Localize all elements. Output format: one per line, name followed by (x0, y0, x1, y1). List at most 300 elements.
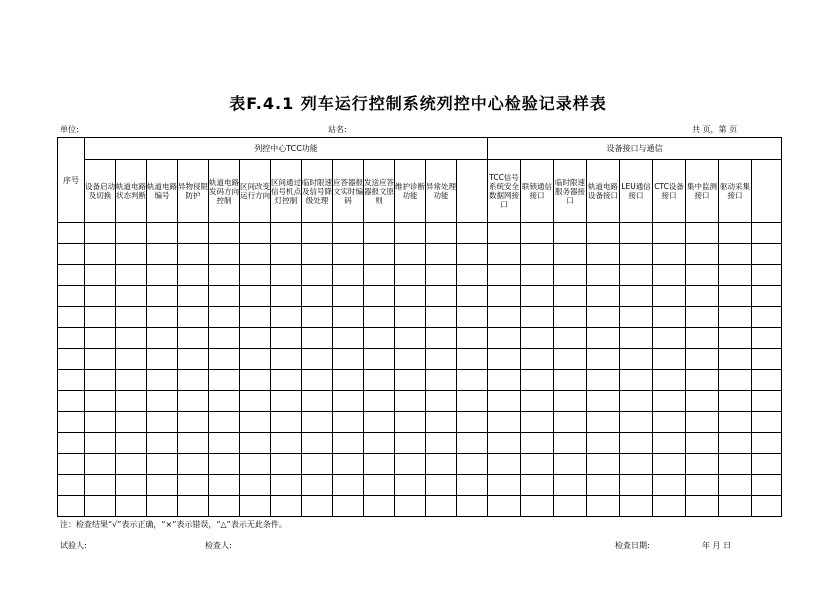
result-cell[interactable] (240, 223, 271, 244)
result-cell[interactable] (333, 433, 364, 454)
result-cell[interactable] (521, 370, 554, 391)
result-cell[interactable] (395, 286, 426, 307)
result-cell[interactable] (85, 244, 116, 265)
result-cell[interactable] (240, 328, 271, 349)
result-cell[interactable] (554, 265, 587, 286)
result-cell[interactable] (620, 454, 653, 475)
result-cell[interactable] (587, 349, 620, 370)
result-cell[interactable] (364, 391, 395, 412)
result-cell[interactable] (364, 412, 395, 433)
seq-cell[interactable] (58, 433, 85, 454)
result-cell[interactable] (426, 412, 457, 433)
result-cell[interactable] (521, 286, 554, 307)
result-cell[interactable] (719, 412, 752, 433)
result-cell[interactable] (333, 370, 364, 391)
seq-cell[interactable] (58, 223, 85, 244)
result-cell[interactable] (147, 349, 178, 370)
result-cell[interactable] (85, 328, 116, 349)
result-cell[interactable] (302, 433, 333, 454)
result-cell[interactable] (554, 223, 587, 244)
result-cell[interactable] (653, 265, 686, 286)
result-cell[interactable] (686, 475, 719, 496)
result-cell[interactable] (457, 412, 488, 433)
result-cell[interactable] (686, 349, 719, 370)
result-cell[interactable] (653, 370, 686, 391)
seq-cell[interactable] (58, 265, 85, 286)
result-cell[interactable] (521, 433, 554, 454)
seq-cell[interactable] (58, 496, 85, 517)
result-cell[interactable] (620, 286, 653, 307)
result-cell[interactable] (587, 433, 620, 454)
result-cell[interactable] (554, 328, 587, 349)
result-cell[interactable] (719, 349, 752, 370)
result-cell[interactable] (587, 496, 620, 517)
result-cell[interactable] (116, 391, 147, 412)
result-cell[interactable] (364, 349, 395, 370)
result-cell[interactable] (521, 349, 554, 370)
result-cell[interactable] (719, 223, 752, 244)
result-cell[interactable] (209, 223, 240, 244)
result-cell[interactable] (147, 412, 178, 433)
result-cell[interactable] (457, 349, 488, 370)
result-cell[interactable] (426, 265, 457, 286)
result-cell[interactable] (116, 370, 147, 391)
result-cell[interactable] (686, 433, 719, 454)
result-cell[interactable] (752, 328, 782, 349)
result-cell[interactable] (333, 496, 364, 517)
result-cell[interactable] (554, 412, 587, 433)
result-cell[interactable] (719, 496, 752, 517)
result-cell[interactable] (85, 223, 116, 244)
result-cell[interactable] (426, 454, 457, 475)
result-cell[interactable] (395, 454, 426, 475)
result-cell[interactable] (85, 286, 116, 307)
result-cell[interactable] (271, 433, 302, 454)
result-cell[interactable] (116, 496, 147, 517)
result-cell[interactable] (395, 265, 426, 286)
result-cell[interactable] (457, 265, 488, 286)
result-cell[interactable] (178, 286, 209, 307)
result-cell[interactable] (426, 328, 457, 349)
result-cell[interactable] (333, 328, 364, 349)
result-cell[interactable] (116, 265, 147, 286)
result-cell[interactable] (333, 475, 364, 496)
result-cell[interactable] (178, 370, 209, 391)
result-cell[interactable] (209, 475, 240, 496)
result-cell[interactable] (587, 223, 620, 244)
result-cell[interactable] (653, 286, 686, 307)
result-cell[interactable] (147, 433, 178, 454)
result-cell[interactable] (147, 475, 178, 496)
result-cell[interactable] (620, 496, 653, 517)
result-cell[interactable] (364, 454, 395, 475)
result-cell[interactable] (302, 349, 333, 370)
result-cell[interactable] (209, 265, 240, 286)
result-cell[interactable] (457, 433, 488, 454)
result-cell[interactable] (271, 328, 302, 349)
result-cell[interactable] (302, 328, 333, 349)
result-cell[interactable] (395, 412, 426, 433)
result-cell[interactable] (85, 370, 116, 391)
result-cell[interactable] (488, 454, 521, 475)
result-cell[interactable] (719, 391, 752, 412)
result-cell[interactable] (521, 496, 554, 517)
result-cell[interactable] (178, 223, 209, 244)
result-cell[interactable] (333, 412, 364, 433)
result-cell[interactable] (178, 349, 209, 370)
result-cell[interactable] (587, 412, 620, 433)
result-cell[interactable] (364, 475, 395, 496)
result-cell[interactable] (457, 496, 488, 517)
result-cell[interactable] (395, 475, 426, 496)
result-cell[interactable] (209, 370, 240, 391)
result-cell[interactable] (364, 286, 395, 307)
result-cell[interactable] (653, 223, 686, 244)
result-cell[interactable] (426, 391, 457, 412)
result-cell[interactable] (178, 433, 209, 454)
result-cell[interactable] (395, 223, 426, 244)
result-cell[interactable] (587, 265, 620, 286)
result-cell[interactable] (302, 454, 333, 475)
result-cell[interactable] (686, 496, 719, 517)
result-cell[interactable] (178, 307, 209, 328)
result-cell[interactable] (147, 370, 178, 391)
result-cell[interactable] (719, 244, 752, 265)
result-cell[interactable] (457, 328, 488, 349)
result-cell[interactable] (85, 496, 116, 517)
result-cell[interactable] (240, 475, 271, 496)
result-cell[interactable] (620, 307, 653, 328)
result-cell[interactable] (719, 307, 752, 328)
result-cell[interactable] (240, 244, 271, 265)
result-cell[interactable] (521, 244, 554, 265)
result-cell[interactable] (554, 433, 587, 454)
result-cell[interactable] (521, 454, 554, 475)
result-cell[interactable] (364, 433, 395, 454)
seq-cell[interactable] (58, 307, 85, 328)
result-cell[interactable] (752, 370, 782, 391)
result-cell[interactable] (521, 412, 554, 433)
result-cell[interactable] (488, 496, 521, 517)
result-cell[interactable] (178, 391, 209, 412)
seq-cell[interactable] (58, 370, 85, 391)
result-cell[interactable] (271, 286, 302, 307)
result-cell[interactable] (178, 496, 209, 517)
result-cell[interactable] (686, 370, 719, 391)
result-cell[interactable] (147, 223, 178, 244)
result-cell[interactable] (116, 223, 147, 244)
result-cell[interactable] (554, 307, 587, 328)
result-cell[interactable] (240, 349, 271, 370)
result-cell[interactable] (364, 244, 395, 265)
result-cell[interactable] (240, 433, 271, 454)
result-cell[interactable] (620, 475, 653, 496)
result-cell[interactable] (620, 412, 653, 433)
result-cell[interactable] (271, 454, 302, 475)
result-cell[interactable] (686, 412, 719, 433)
result-cell[interactable] (457, 370, 488, 391)
seq-cell[interactable] (58, 244, 85, 265)
result-cell[interactable] (488, 265, 521, 286)
result-cell[interactable] (488, 286, 521, 307)
seq-cell[interactable] (58, 475, 85, 496)
result-cell[interactable] (178, 475, 209, 496)
result-cell[interactable] (116, 433, 147, 454)
result-cell[interactable] (653, 433, 686, 454)
result-cell[interactable] (209, 454, 240, 475)
result-cell[interactable] (333, 244, 364, 265)
result-cell[interactable] (457, 475, 488, 496)
result-cell[interactable] (752, 454, 782, 475)
result-cell[interactable] (752, 349, 782, 370)
result-cell[interactable] (426, 433, 457, 454)
result-cell[interactable] (752, 286, 782, 307)
result-cell[interactable] (488, 412, 521, 433)
result-cell[interactable] (620, 391, 653, 412)
result-cell[interactable] (426, 496, 457, 517)
result-cell[interactable] (147, 307, 178, 328)
result-cell[interactable] (395, 370, 426, 391)
result-cell[interactable] (488, 391, 521, 412)
result-cell[interactable] (209, 244, 240, 265)
result-cell[interactable] (521, 223, 554, 244)
result-cell[interactable] (587, 328, 620, 349)
result-cell[interactable] (302, 496, 333, 517)
result-cell[interactable] (686, 328, 719, 349)
result-cell[interactable] (752, 244, 782, 265)
result-cell[interactable] (620, 349, 653, 370)
seq-cell[interactable] (58, 454, 85, 475)
result-cell[interactable] (85, 454, 116, 475)
result-cell[interactable] (653, 328, 686, 349)
result-cell[interactable] (271, 370, 302, 391)
result-cell[interactable] (587, 307, 620, 328)
result-cell[interactable] (147, 328, 178, 349)
result-cell[interactable] (302, 286, 333, 307)
result-cell[interactable] (426, 244, 457, 265)
result-cell[interactable] (521, 307, 554, 328)
result-cell[interactable] (85, 412, 116, 433)
result-cell[interactable] (209, 412, 240, 433)
result-cell[interactable] (653, 307, 686, 328)
result-cell[interactable] (620, 370, 653, 391)
result-cell[interactable] (587, 454, 620, 475)
result-cell[interactable] (302, 475, 333, 496)
seq-cell[interactable] (58, 412, 85, 433)
result-cell[interactable] (178, 265, 209, 286)
result-cell[interactable] (116, 307, 147, 328)
result-cell[interactable] (116, 328, 147, 349)
result-cell[interactable] (653, 412, 686, 433)
result-cell[interactable] (364, 223, 395, 244)
result-cell[interactable] (395, 244, 426, 265)
result-cell[interactable] (333, 349, 364, 370)
result-cell[interactable] (240, 307, 271, 328)
result-cell[interactable] (752, 307, 782, 328)
result-cell[interactable] (587, 370, 620, 391)
result-cell[interactable] (333, 454, 364, 475)
result-cell[interactable] (426, 370, 457, 391)
result-cell[interactable] (488, 244, 521, 265)
result-cell[interactable] (554, 496, 587, 517)
result-cell[interactable] (302, 244, 333, 265)
result-cell[interactable] (554, 349, 587, 370)
result-cell[interactable] (364, 328, 395, 349)
result-cell[interactable] (240, 286, 271, 307)
result-cell[interactable] (116, 244, 147, 265)
result-cell[interactable] (240, 454, 271, 475)
result-cell[interactable] (147, 496, 178, 517)
result-cell[interactable] (116, 412, 147, 433)
result-cell[interactable] (457, 391, 488, 412)
result-cell[interactable] (719, 265, 752, 286)
result-cell[interactable] (554, 370, 587, 391)
result-cell[interactable] (364, 265, 395, 286)
result-cell[interactable] (271, 412, 302, 433)
result-cell[interactable] (178, 454, 209, 475)
result-cell[interactable] (488, 349, 521, 370)
result-cell[interactable] (752, 265, 782, 286)
result-cell[interactable] (752, 475, 782, 496)
result-cell[interactable] (719, 328, 752, 349)
result-cell[interactable] (116, 349, 147, 370)
result-cell[interactable] (686, 223, 719, 244)
result-cell[interactable] (488, 433, 521, 454)
result-cell[interactable] (620, 265, 653, 286)
result-cell[interactable] (521, 391, 554, 412)
result-cell[interactable] (85, 265, 116, 286)
result-cell[interactable] (457, 307, 488, 328)
result-cell[interactable] (364, 370, 395, 391)
result-cell[interactable] (554, 475, 587, 496)
result-cell[interactable] (488, 475, 521, 496)
result-cell[interactable] (686, 265, 719, 286)
result-cell[interactable] (395, 433, 426, 454)
result-cell[interactable] (333, 286, 364, 307)
result-cell[interactable] (271, 244, 302, 265)
result-cell[interactable] (426, 349, 457, 370)
result-cell[interactable] (653, 391, 686, 412)
result-cell[interactable] (85, 475, 116, 496)
result-cell[interactable] (686, 286, 719, 307)
result-cell[interactable] (752, 412, 782, 433)
result-cell[interactable] (426, 307, 457, 328)
result-cell[interactable] (488, 370, 521, 391)
seq-cell[interactable] (58, 286, 85, 307)
result-cell[interactable] (147, 286, 178, 307)
seq-cell[interactable] (58, 391, 85, 412)
result-cell[interactable] (85, 307, 116, 328)
result-cell[interactable] (302, 370, 333, 391)
result-cell[interactable] (85, 433, 116, 454)
result-cell[interactable] (395, 496, 426, 517)
result-cell[interactable] (85, 391, 116, 412)
result-cell[interactable] (719, 370, 752, 391)
result-cell[interactable] (554, 391, 587, 412)
result-cell[interactable] (85, 349, 116, 370)
result-cell[interactable] (521, 475, 554, 496)
result-cell[interactable] (271, 223, 302, 244)
result-cell[interactable] (147, 391, 178, 412)
result-cell[interactable] (333, 391, 364, 412)
result-cell[interactable] (719, 475, 752, 496)
result-cell[interactable] (587, 244, 620, 265)
result-cell[interactable] (752, 391, 782, 412)
result-cell[interactable] (116, 454, 147, 475)
result-cell[interactable] (719, 286, 752, 307)
result-cell[interactable] (147, 454, 178, 475)
result-cell[interactable] (587, 286, 620, 307)
result-cell[interactable] (395, 328, 426, 349)
result-cell[interactable] (587, 475, 620, 496)
result-cell[interactable] (116, 475, 147, 496)
result-cell[interactable] (271, 265, 302, 286)
result-cell[interactable] (686, 454, 719, 475)
result-cell[interactable] (271, 496, 302, 517)
result-cell[interactable] (271, 349, 302, 370)
result-cell[interactable] (426, 223, 457, 244)
result-cell[interactable] (209, 433, 240, 454)
result-cell[interactable] (302, 223, 333, 244)
result-cell[interactable] (653, 475, 686, 496)
result-cell[interactable] (554, 286, 587, 307)
result-cell[interactable] (653, 244, 686, 265)
result-cell[interactable] (653, 496, 686, 517)
result-cell[interactable] (209, 496, 240, 517)
result-cell[interactable] (719, 433, 752, 454)
result-cell[interactable] (333, 265, 364, 286)
result-cell[interactable] (302, 265, 333, 286)
result-cell[interactable] (686, 391, 719, 412)
result-cell[interactable] (395, 349, 426, 370)
result-cell[interactable] (209, 307, 240, 328)
result-cell[interactable] (271, 475, 302, 496)
result-cell[interactable] (147, 265, 178, 286)
result-cell[interactable] (116, 286, 147, 307)
result-cell[interactable] (620, 433, 653, 454)
result-cell[interactable] (488, 223, 521, 244)
result-cell[interactable] (426, 286, 457, 307)
result-cell[interactable] (240, 370, 271, 391)
result-cell[interactable] (333, 223, 364, 244)
result-cell[interactable] (209, 391, 240, 412)
result-cell[interactable] (752, 496, 782, 517)
result-cell[interactable] (147, 244, 178, 265)
result-cell[interactable] (457, 244, 488, 265)
result-cell[interactable] (178, 412, 209, 433)
result-cell[interactable] (457, 454, 488, 475)
result-cell[interactable] (620, 223, 653, 244)
result-cell[interactable] (653, 349, 686, 370)
result-cell[interactable] (302, 307, 333, 328)
result-cell[interactable] (209, 286, 240, 307)
result-cell[interactable] (240, 265, 271, 286)
result-cell[interactable] (554, 454, 587, 475)
result-cell[interactable] (587, 391, 620, 412)
result-cell[interactable] (620, 328, 653, 349)
result-cell[interactable] (686, 244, 719, 265)
result-cell[interactable] (240, 391, 271, 412)
result-cell[interactable] (240, 412, 271, 433)
result-cell[interactable] (209, 349, 240, 370)
result-cell[interactable] (333, 307, 364, 328)
result-cell[interactable] (521, 328, 554, 349)
result-cell[interactable] (653, 454, 686, 475)
result-cell[interactable] (395, 307, 426, 328)
result-cell[interactable] (686, 307, 719, 328)
result-cell[interactable] (271, 307, 302, 328)
result-cell[interactable] (178, 244, 209, 265)
